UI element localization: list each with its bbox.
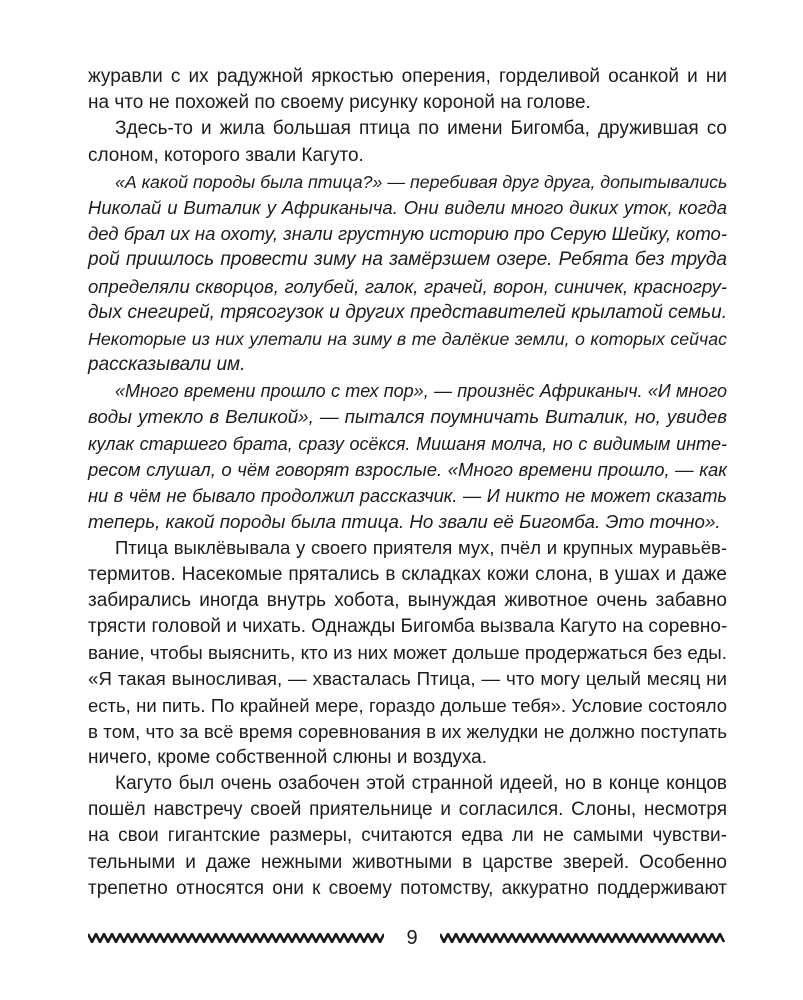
- text-line-11: Некоторые из них улетали на зиму в те далёкие земли, о которых сейчас: [88, 328, 727, 349]
- page-footer: [88, 927, 727, 951]
- zigzag-ornament-left: [88, 933, 384, 943]
- text-line-14: воды утекло в Великой», — пытался поумничать Виталик, но, увидев: [88, 406, 727, 428]
- text-line-3: Здесь-то и жила большая птица по имени Бигомба, дружившая со: [115, 118, 727, 140]
- text-line-2: на что не похожей по своему рисунку короной на голове.: [88, 92, 591, 114]
- text-line-31: тельными и даже нежными животными в царстве зверей. Особенно: [88, 851, 727, 873]
- text-line-30: на свои гигантские размеры, считаются едва ли не самыми чувстви-: [88, 825, 727, 847]
- text-line-5: «А какой породы была птица?» — перебивая друг друга, допытывались: [115, 171, 728, 192]
- text-line-1: журавли с их радужной яркостью оперения, горделивой осанкой и ни: [88, 66, 727, 87]
- text-line-12: рассказывали им.: [88, 354, 246, 376]
- text-line-27: ничего, кроме собственной слюны и воздуха.: [88, 746, 488, 768]
- zigzag-left-line: [88, 934, 384, 942]
- text-line-6: Николай и Виталик у Африканыча. Они видели много диких уток, когда: [88, 196, 727, 218]
- text-line-15: кулак старшего брата, сразу осёкся. Мишаня молча, но с видимым инте-: [88, 433, 727, 454]
- text-line-20: термитов. Насекомые прятались в складках кожи слона, в ушах и даже: [88, 563, 727, 585]
- text-line-18: теперь, какой породы была птица. Но звали её Бигомба. Это точно».: [88, 511, 721, 533]
- text-line-23: вание, чтобы выяснить, кто из них может дольше продержаться без еды.: [88, 642, 727, 664]
- text-line-29: пошёл навстречу своей приятельнице и согласился. Слоны, несмотря: [88, 799, 727, 821]
- zigzag-right-graphic: [440, 933, 727, 943]
- text-line-17: ни в чём не бывало продолжил рассказчик. — И никто не может сказать: [88, 485, 727, 506]
- text-line-9: определяли скворцов, голубей, галок, грачей, ворон, синичек, красногру-: [88, 275, 727, 297]
- text-line-13: «Много времени прошло с тех пор», — произнёс Африканыч. «И много: [115, 381, 727, 402]
- text-line-24: «Я такая выносливая, — хвасталась Птица, — что могу целый месяц ни: [88, 668, 727, 690]
- text-line-4: слоном, которого звали Кагуто.: [88, 144, 364, 166]
- text-line-16: ресом слушал, о чём говорят взрослые. «Много времени прошло, — как: [88, 458, 727, 480]
- text-line-19: Птица выклёвывала у своего приятеля мух, пчёл и крупных муравьёв-: [115, 537, 727, 559]
- text-line-8: рой пришлось провести зиму на замёрзшем озере. Ребята без труда: [88, 249, 727, 271]
- text-line-25: есть, ни пить. По крайней мере, гораздо дольше тебя». Условие состояло: [88, 694, 727, 716]
- text-line-22: трясти головой и чихать. Однажды Бигомба вызвала Кагуто на соревно-: [88, 615, 728, 637]
- page-text: [88, 64, 727, 902]
- text-line-7: дед брал их на охоту, знали грустную историю про Серую Шейку, кото-: [88, 223, 727, 245]
- text-line-32: трепетно относятся они к своему потомству, аккуратно поддерживают: [88, 877, 727, 899]
- zigzag-right-line: [440, 934, 724, 942]
- text-line-21: забирались иногда внутрь хобота, вынуждая животное очень забавно: [88, 589, 727, 611]
- zigzag-left-graphic: [88, 933, 384, 943]
- text-line-28: Кагуто был очень озабочен этой странной идеей, но в конце концов: [115, 773, 727, 795]
- page-number: 9: [406, 927, 418, 949]
- text-line-26: в том, что за всё время соревнования в их желудки не должно поступать: [88, 720, 727, 742]
- text-line-10: дых снегирей, трясогузок и других представителей крылатой семьи.: [88, 301, 727, 323]
- zigzag-ornament-right: [440, 933, 727, 943]
